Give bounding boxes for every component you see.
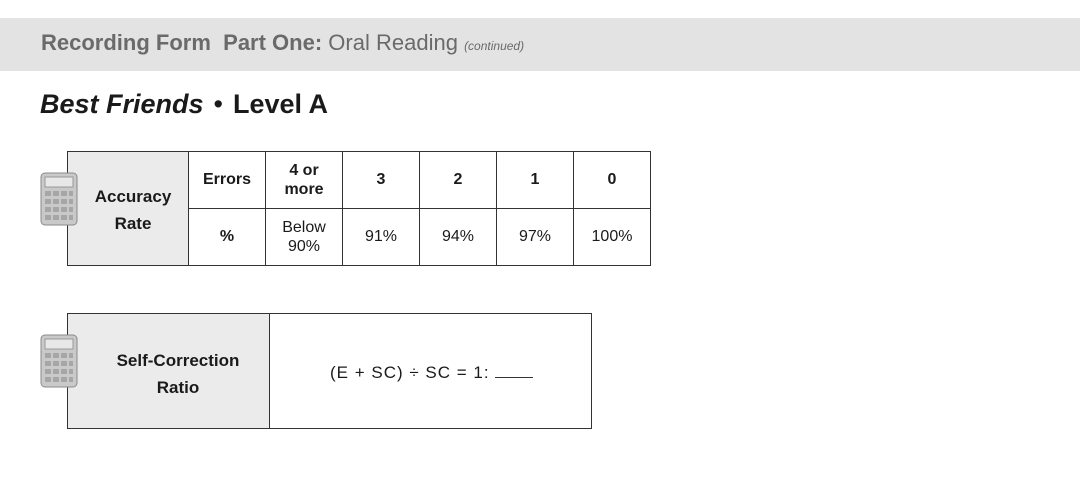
accuracy-rate-table — [67, 151, 651, 266]
formula-text: (E + SC) ÷ SC = 1: — [330, 363, 490, 382]
error-count-cell: 4 or more — [266, 152, 343, 209]
percent-cell: 97% — [497, 209, 574, 266]
self-correction-label-cell — [68, 314, 270, 428]
form-header — [41, 30, 524, 56]
percent-cell: Below 90% — [266, 209, 343, 266]
calculator-icon — [40, 334, 78, 388]
book-level: Level A — [233, 89, 329, 119]
calculator-icon — [40, 172, 78, 226]
percent-row-label: % — [189, 209, 266, 266]
error-count-cell: 1 — [497, 152, 574, 209]
book-title: Best Friends — [40, 89, 204, 119]
errors-row-label: Errors — [189, 152, 266, 209]
ratio-answer-blank[interactable] — [495, 363, 533, 378]
error-count-cell: 0 — [574, 152, 651, 209]
accuracy-label-line1: Accuracy — [94, 187, 172, 206]
accuracy-label-line2: Rate — [114, 214, 152, 233]
self-correction-box — [67, 313, 592, 429]
error-count-cell: 2 — [420, 152, 497, 209]
percent-cell: 94% — [420, 209, 497, 266]
accuracy-label-cell — [68, 152, 189, 266]
title-bullet: • — [213, 89, 223, 119]
continued-label: (continued) — [464, 39, 525, 53]
part-label: Part One: — [223, 30, 323, 55]
self-correction-formula — [330, 363, 533, 383]
form-label: Recording Form — [41, 30, 211, 55]
self-correction-label-line2: Ratio — [156, 378, 200, 397]
section-label: Oral Reading — [328, 30, 458, 55]
percent-cell: 100% — [574, 209, 651, 266]
error-count-cell: 3 — [343, 152, 420, 209]
percent-cell: 91% — [343, 209, 420, 266]
self-correction-label-line1: Self-Correction — [116, 351, 240, 370]
book-title-line — [40, 89, 328, 120]
